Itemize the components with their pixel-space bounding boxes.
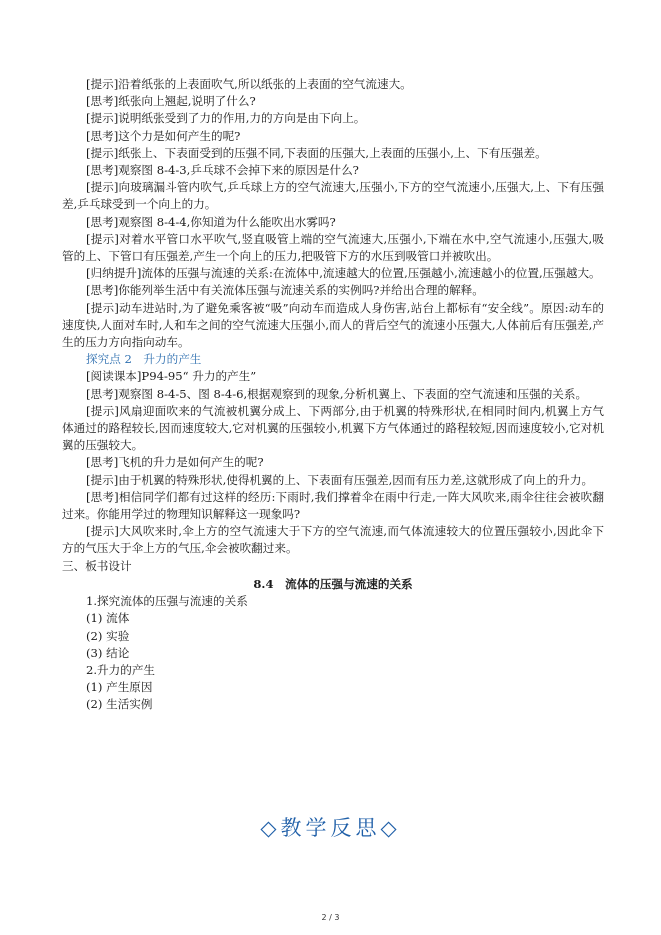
board-item: (1) 流体 [86,611,130,626]
board-item: (3) 结论 [86,645,130,660]
board-title: 8.4 流体的压强与流速的关系 [253,576,413,591]
paragraph: [思考]观察图 8-4-4,你知道为什么能吹出水雾吗? [86,214,336,229]
paragraph: [提示]对着水平管口水平吹气,竖直吸管上端的空气流速大,压强小,下端在水中,空气流速小,压强大,吸管的上、下管口有压强差,产生一个向上的压力,把吸管下方的水压到吸管口并被吹出。 [62,231,604,264]
paragraph: [思考]纸张向上翘起,说明了什么? [86,94,256,109]
paragraph: [思考]这个力是如何产生的呢? [86,128,241,143]
reflection-title: ◇教学反思◇ [260,816,401,840]
paragraph: [提示]向玻璃漏斗管内吹气,乒乓球上方的空气流速大,压强小,下方的空气流速小,压强大,上、下有压强差,乒乓球受到一个向上的力。 [62,180,604,212]
board-item: (1) 产生原因 [86,680,153,695]
board-item: 2.升力的产生 [86,662,156,677]
paragraph: [提示]沿着纸张的上表面吹气,所以纸张的上表面的空气流速大。 [86,77,412,91]
document-body [62,76,604,714]
page-number: 2 / 3 [321,913,340,922]
paragraph: [思考]飞机的升力是如何产生的呢? [86,455,264,470]
paragraph: [归纳提升]流体的压强与流速的关系:在流体中,流速越大的位置,压强越小,流速越小的位置,压强越大。 [86,266,601,281]
paragraph: [提示]由于机翼的特殊形状,使得机翼的上、下表面有压强差,因而有压力差,这就形成了向上的升力。 [86,472,594,487]
paragraph: [思考]观察图 8-4-5、图 8-4-6,根据观察到的现象,分析机翼上、下表面的空气流速和压强的关系。 [86,386,588,401]
section-heading: 探究点 2 升力的产生 [86,352,202,367]
paragraph: [提示]风扇迎面吹来的气流被机翼分成上、下两部分,由于机翼的特殊形状,在相同时间内,机翼上方气体通过的路程较长,因而速度较大,它对机翼的压强较小,机翼下方气体通过的路程较短,因而速度较小,它对机翼的压强较大。 [62,403,604,453]
paragraph: [思考]相信同学们都有过这样的经历:下雨时,我们撑着伞在雨中行走,一阵大风吹来,雨伞往往会被吹翻过来。你能用学过的物理知识解释这一现象吗? [62,489,604,522]
paragraph: [思考]你能列举生活中有关流体压强与流速关系的实例吗?并给出合理的解释。 [86,283,484,298]
paragraph: [提示]纸张上、下表面受到的压强不同,下表面的压强大,上表面的压强小,上、下有压强差。 [86,145,547,160]
board-item: (2) 生活实例 [86,697,153,712]
paragraph: [思考]观察图 8-4-3,乒乓球不会掉下来的原因是什么? [86,163,359,178]
paragraph: [提示]动车进站时,为了避免乘客被“吸”向动车而造成人身伤害,站台上都标有“安全线”。原因:动车的速度快,人面对车时,人和车之间的空气流速大压强小,而人的背后空气的流速小压强大,人体前后有压强差,产生的压力方向指向动车。 [62,300,604,350]
paragraph: [提示]大风吹来时,伞上方的空气流速大于下方的空气流速,而气体流速较大的位置压强较小,因此伞下方的气压大于伞上方的气压,伞会被吹翻过来。 [62,524,604,556]
board-item: (2) 实验 [86,628,130,643]
board-section-label: 三、板书设计 [62,558,132,573]
paragraph: [提示]说明纸张受到了力的作用,力的方向是由下向上。 [86,111,366,126]
board-item: 1.探究流体的压强与流速的关系 [86,594,248,609]
reading-note: [阅读课本]P94-95“ 升力的产生” [86,369,257,384]
